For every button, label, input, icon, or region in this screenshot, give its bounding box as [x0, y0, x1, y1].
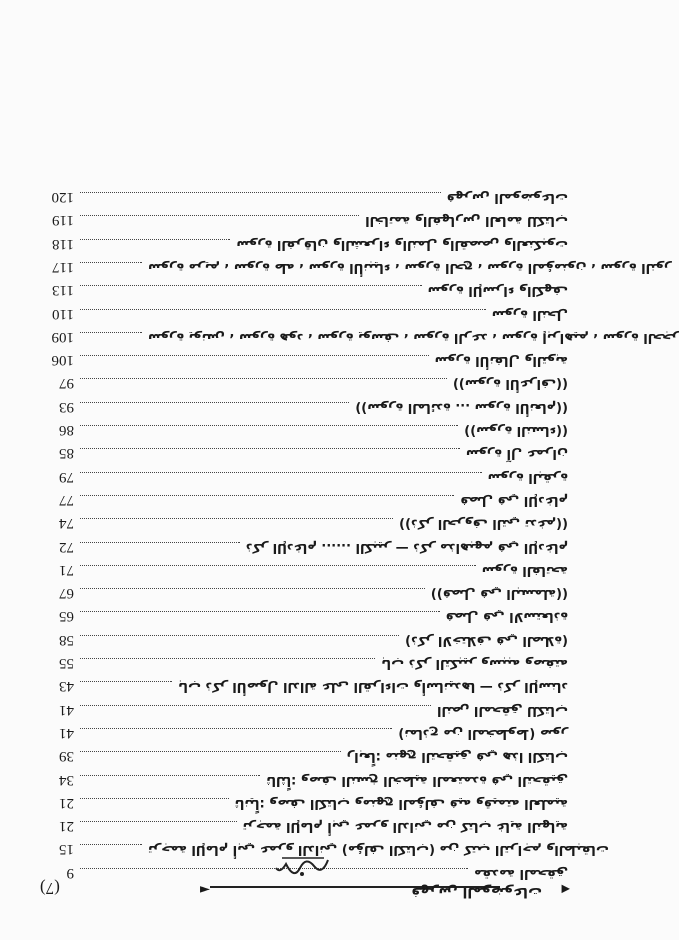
toc-row: [38, 375, 568, 398]
ornament-icon: [272, 854, 332, 880]
toc-page-number: 55: [59, 655, 74, 672]
toc-page-number: 21: [59, 794, 74, 811]
toc-entry-title: فهرس الموضوعات: [446, 190, 568, 206]
toc-entry-title: سورة الفرقان والشعراء والنمل والقصص والعنكبوت: [236, 236, 568, 252]
toc-page-number: 77: [59, 491, 74, 508]
toc-entry-title: سورة الفاتحة: [481, 562, 568, 578]
toc-row: [38, 189, 568, 212]
toc-row: [38, 328, 679, 352]
toc-entry-title: ((سورة الأعراف)): [452, 376, 568, 392]
toc-page-number: 41: [59, 701, 74, 718]
toc-page-number: 79: [59, 468, 74, 485]
toc-entry-title: ذكر الإدغام ...... الكبير — ذكر مذاهبهم في الإدغام: [245, 539, 568, 555]
toc-row: [38, 725, 568, 748]
toc-entry-title: ترجمة الإمام أبي عمرو الداني (مؤلف الكتاب) من كتب التراجم والطبقات: [148, 842, 609, 858]
toc-row: [38, 772, 568, 795]
toc-entry-title: باب ذكر التكبير وسببه وصفته: [381, 656, 568, 672]
toc-row: [38, 352, 568, 375]
dot-leader: [80, 239, 230, 240]
dot-leader: [80, 332, 142, 333]
toc-page-number: 86: [59, 422, 74, 439]
toc-entry-title: ((سورة النساء)): [464, 423, 568, 439]
toc-row: [38, 632, 568, 655]
toc-page-number: 117: [52, 258, 74, 275]
dot-leader: [80, 518, 393, 519]
toc-entry-title: سورة يونس ، سورة هود ، سورة يوسف ، سورة الرعد ، سورة إبراهيم ، سورة الحجر: [148, 329, 679, 345]
toc-page-number: 58: [59, 631, 74, 648]
dot-leader: [80, 565, 476, 566]
toc-page-number: 74: [59, 515, 74, 532]
dot-leader: [80, 751, 341, 752]
toc-page-number: 39: [59, 748, 74, 765]
toc-entry-title: ثالثاً: وصف النسخ الخطية المعتمدة في التحقيق: [266, 772, 568, 788]
toc-page-number: 118: [52, 235, 74, 252]
dot-leader: [80, 495, 454, 496]
toc-row: [38, 748, 568, 771]
toc-entry-title: ثانياً: وصف الكتاب ومنهج المؤلف فيه وقيمته العلمية: [234, 795, 568, 811]
toc-entry-title: (نماذج من المخطوط) صور: [398, 725, 568, 741]
toc-entry-title: سورة البقرة: [487, 469, 568, 485]
dot-leader: [80, 262, 142, 263]
dot-leader: [80, 472, 482, 473]
toc-row: [38, 492, 568, 515]
toc-entry-title: فصل في الاستعاذة: [445, 609, 568, 625]
dot-leader: [80, 658, 375, 659]
toc-page-number: 71: [59, 561, 74, 578]
dot-leader: [80, 588, 425, 589]
dot-leader: [80, 285, 422, 286]
toc-row: [38, 515, 568, 538]
toc-entry-title: ترجمة الإمام أبي عمرو الداني من كتاب غاية النهاية: [242, 819, 568, 835]
toc-entry-title: سورة النحل: [491, 306, 568, 322]
dot-leader: [80, 728, 392, 729]
toc-row: [38, 445, 568, 468]
toc-row: [38, 422, 568, 445]
toc-entry-title: باب ذكر الأصول الدالة على القراءات وأسانيدها — ذكر الإسناد: [178, 679, 568, 695]
toc-entry-title: النص المحقق للكتاب: [437, 702, 568, 718]
dot-leader: [80, 705, 431, 706]
toc-entry-title: ((فصل في البسملة)): [430, 586, 568, 602]
toc-entry-title: مقدمة المحقق: [474, 865, 568, 881]
dot-leader: [80, 355, 429, 356]
dot-leader: [80, 611, 440, 612]
toc-entry-title: فصل في الإدغام: [460, 492, 568, 508]
page-number: (7): [40, 879, 60, 898]
dot-leader: [80, 309, 486, 310]
toc-row: [38, 585, 568, 608]
dot-leader: [80, 542, 240, 543]
toc-page-number: 106: [51, 352, 74, 369]
toc-page-number: 34: [59, 771, 74, 788]
dot-leader: [80, 635, 399, 636]
toc-page-number: 97: [59, 375, 74, 392]
toc-page-number: 109: [51, 328, 74, 345]
toc-row: [38, 702, 568, 725]
toc-row: [38, 258, 672, 282]
toc-entry-title: ((ذكر الحروف التي تدغم)): [399, 516, 568, 532]
dot-leader: [80, 844, 142, 845]
toc-row: [38, 562, 568, 585]
toc-row: [38, 678, 568, 701]
toc-row: [38, 236, 568, 259]
toc-entry-title: الخاتمة والفهارس العامة للكتاب: [365, 213, 568, 229]
toc-row: [38, 306, 568, 329]
toc-entry-title: سورة الإسراء والكهف: [427, 283, 568, 299]
toc-row: [38, 795, 568, 818]
toc-page-number: 41: [59, 724, 74, 741]
toc-page-number: 119: [52, 212, 74, 229]
toc-page-number: 72: [59, 538, 74, 555]
toc-row: [38, 212, 568, 235]
table-of-contents: [38, 189, 679, 888]
toc-page-number: 120: [51, 189, 74, 206]
toc-page-number: 67: [59, 585, 74, 602]
toc-page-number: 110: [52, 305, 74, 322]
toc-entry-title: سورة الأنفال والتوبة: [434, 353, 568, 369]
toc-row: [38, 539, 568, 562]
toc-row: [38, 608, 568, 631]
toc-entry-title: رابعاً: منهج التحقيق في هذا الكتاب: [346, 749, 568, 765]
toc-entry-title: (ذكر الاختلاف في الصلاة): [405, 632, 568, 648]
dot-leader: [80, 448, 460, 449]
dot-leader: [80, 402, 349, 403]
dot-leader: [80, 215, 359, 216]
dot-leader: [80, 798, 229, 799]
toc-row: [38, 282, 568, 305]
dot-leader: [80, 681, 172, 682]
toc-row: [38, 469, 568, 492]
toc-page-number: 113: [52, 282, 74, 299]
toc-page-number: 85: [59, 445, 74, 462]
dot-leader: [80, 775, 260, 776]
arrow-right-icon: ◄: [200, 882, 210, 897]
toc-entry-title: سورة آل عمران: [465, 446, 568, 462]
toc-page-number: 93: [59, 398, 74, 415]
arrow-left-icon: ◀: [561, 883, 570, 896]
dot-leader: [80, 378, 447, 379]
toc-page-number: 65: [59, 608, 74, 625]
toc-page-number: 21: [59, 818, 74, 835]
toc-entry-title: سورة مريم ، سورة طه ، سورة الأنبياء ، سورة الحج ، سورة المؤمنون ، سورة النور: [148, 259, 672, 275]
dot-leader: [80, 425, 458, 426]
toc-page-number: 9: [66, 864, 74, 881]
toc-row: [38, 818, 568, 841]
toc-entry-title: ((سورة المائدة ... سورة الأنعام)): [355, 399, 568, 415]
dot-leader: [80, 821, 237, 822]
toc-page-number: 43: [59, 678, 74, 695]
running-title: فهرس الموضوعات: [411, 884, 542, 900]
toc-row: [38, 399, 568, 422]
toc-page-number: 15: [59, 841, 74, 858]
dot-leader: [80, 192, 441, 193]
toc-row: [38, 655, 568, 678]
